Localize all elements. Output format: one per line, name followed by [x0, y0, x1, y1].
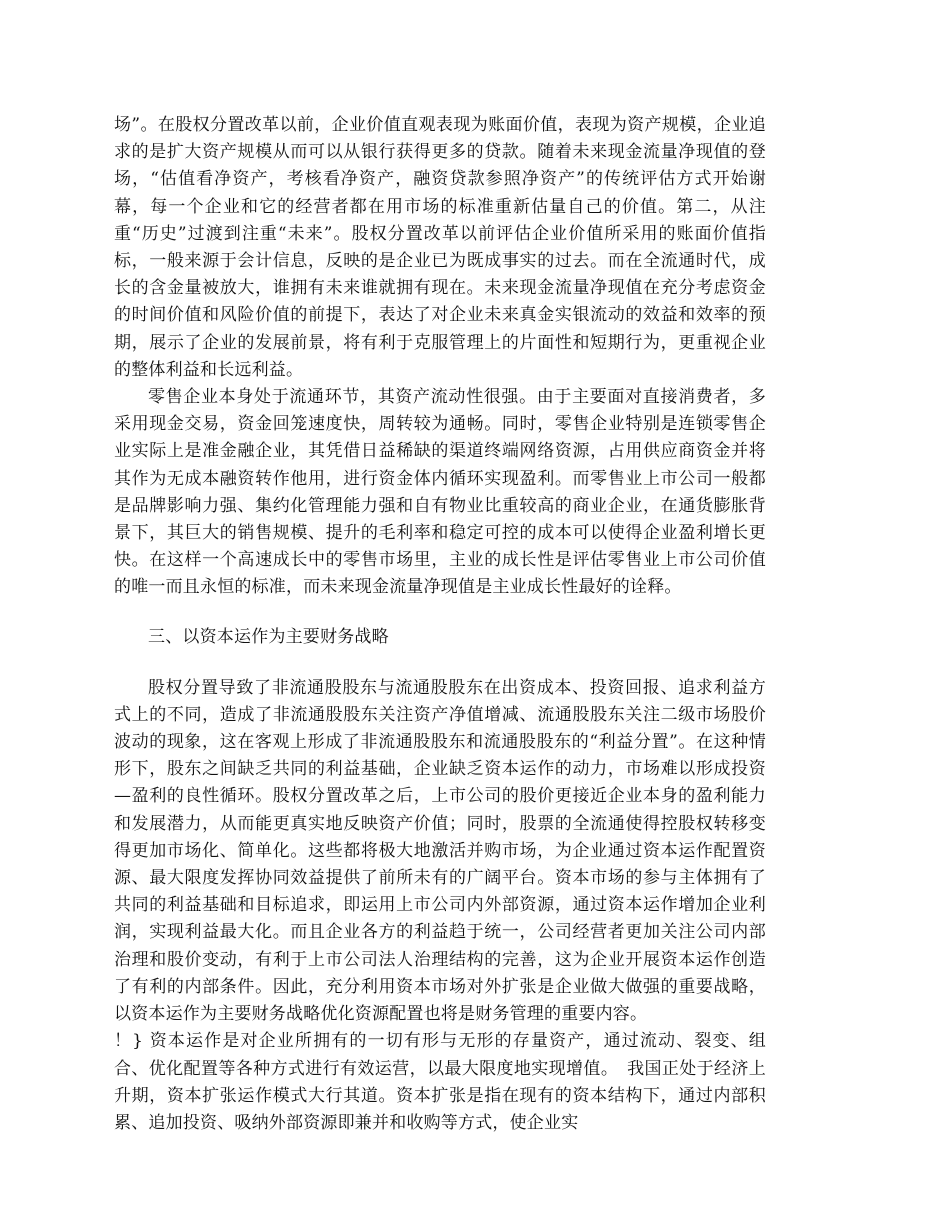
- paragraph-2: 零售企业本身处于流通环节，其资产流动性很强。由于主要面对直接消费者，多采用现金交易，资金回笼速度快，周转较为通畅。同时，零售企业特别是连锁零售企业实际上是准金融企业，其凭借日益稀缺的渠道终端网络资源，占用供应商资金并将其作为无成本融资转作他用，进行资金体内循环实现盈利。而零售业上市公司一般都是品牌影响力强、集约化管理能力强和自有物业比重较高的商业企业，在通货膨胀背景下，其巨大的销售规模、提升的毛利率和稳定可控的成本可以使得企业盈利增长更快。在这样一个高速成长中的零售市场里，主业的成长性是评估零售业上市公司价值的唯一而且永恒的标准，而未来现金流量净现值是主业成长性最好的诠释。: [114, 387, 766, 598]
- paragraph-1: 场”。在股权分置改革以前，企业价值直观表现为账面价值，表现为资产规模，企业追求的是扩大资产规模从而可以从银行获得更多的贷款。随着未来现金流量净现值的登场，“估值看净资产，考核看净资产，融资贷款参照净资产”的传统评估方式开始谢幕，每一个企业和它的经营者都在用市场的标准重新估量自己的价值。第二，从注重“历史”过渡到注重“未来”。股权分置改革以前评估企业价值所采用的账面价值指标，一般来源于会计信息，反映的是企业已为既成事实的过去。而在全流通时代，成长的含金量被放大，谁拥有未来谁就拥有现在。未来现金流量净现值在充分考虑资金的时间价值和风险价值的前提下，表达了对企业未来真金实银流动的效益和效率的预期，展示了企业的发展前景，将有利于克服管理上的片面性和短期行为，更重视企业的整体利益和长远利益。: [114, 115, 766, 380]
- section-heading: 三、以资本运作为主要财务战略: [148, 626, 389, 647]
- paragraph-4: ！} 资本运作是对企业所拥有的一切有形与无形的存量资产，通过流动、裂变、组合、优化配置等各种方式进行有效运营，以最大限度地实现增值。 我国正处于经济上升期，资本扩张运作模式大行其道。资本扩张是指在现有的资本结构下，通过内部积累、追加投资、吸纳外部资源即兼并和收购等方式，使企业实: [114, 1031, 766, 1133]
- paragraph-3: 股权分置导致了非流通股股东与流通股股东在出资成本、投资回报、追求利益方式上的不同，造成了非流通股股东关注资产净值增减、流通股股东关注二级市场股价波动的现象，这在客观上形成了非流通股股东和流通股股东的“利益分置”。在这种情形下，股东之间缺乏共同的利益基础，企业缺乏资本运作的动力，市场难以形成投资—盈利的良性循环。股权分置改革之后，上市公司的股价更接近企业本身的盈利能力和发展潜力，从而能更真实地反映资产价值；同时，股票的全流通使得控股权转移变得更加市场化、简单化。这些都将极大地激活并购市场，为企业通过资本运作配置资源、最大限度发挥协同效益提供了前所未有的广阔平台。资本市场的参与主体拥有了共同的利益基础和目标追求，即运用上市公司内外部资源，通过资本运作增加企业利润，实现利益最大化。而且企业各方的利益趋于统一，公司经营者更加关注公司内部治理和股价变动，有利于上市公司法人治理结构的完善，这为企业开展资本运作创造了有利的内部条件。因此，充分利用资本市场对外扩张是企业做大做强的重要战略，以资本运作为主要财务战略优化资源配置也将是财务管理的重要内容。: [114, 677, 766, 1025]
